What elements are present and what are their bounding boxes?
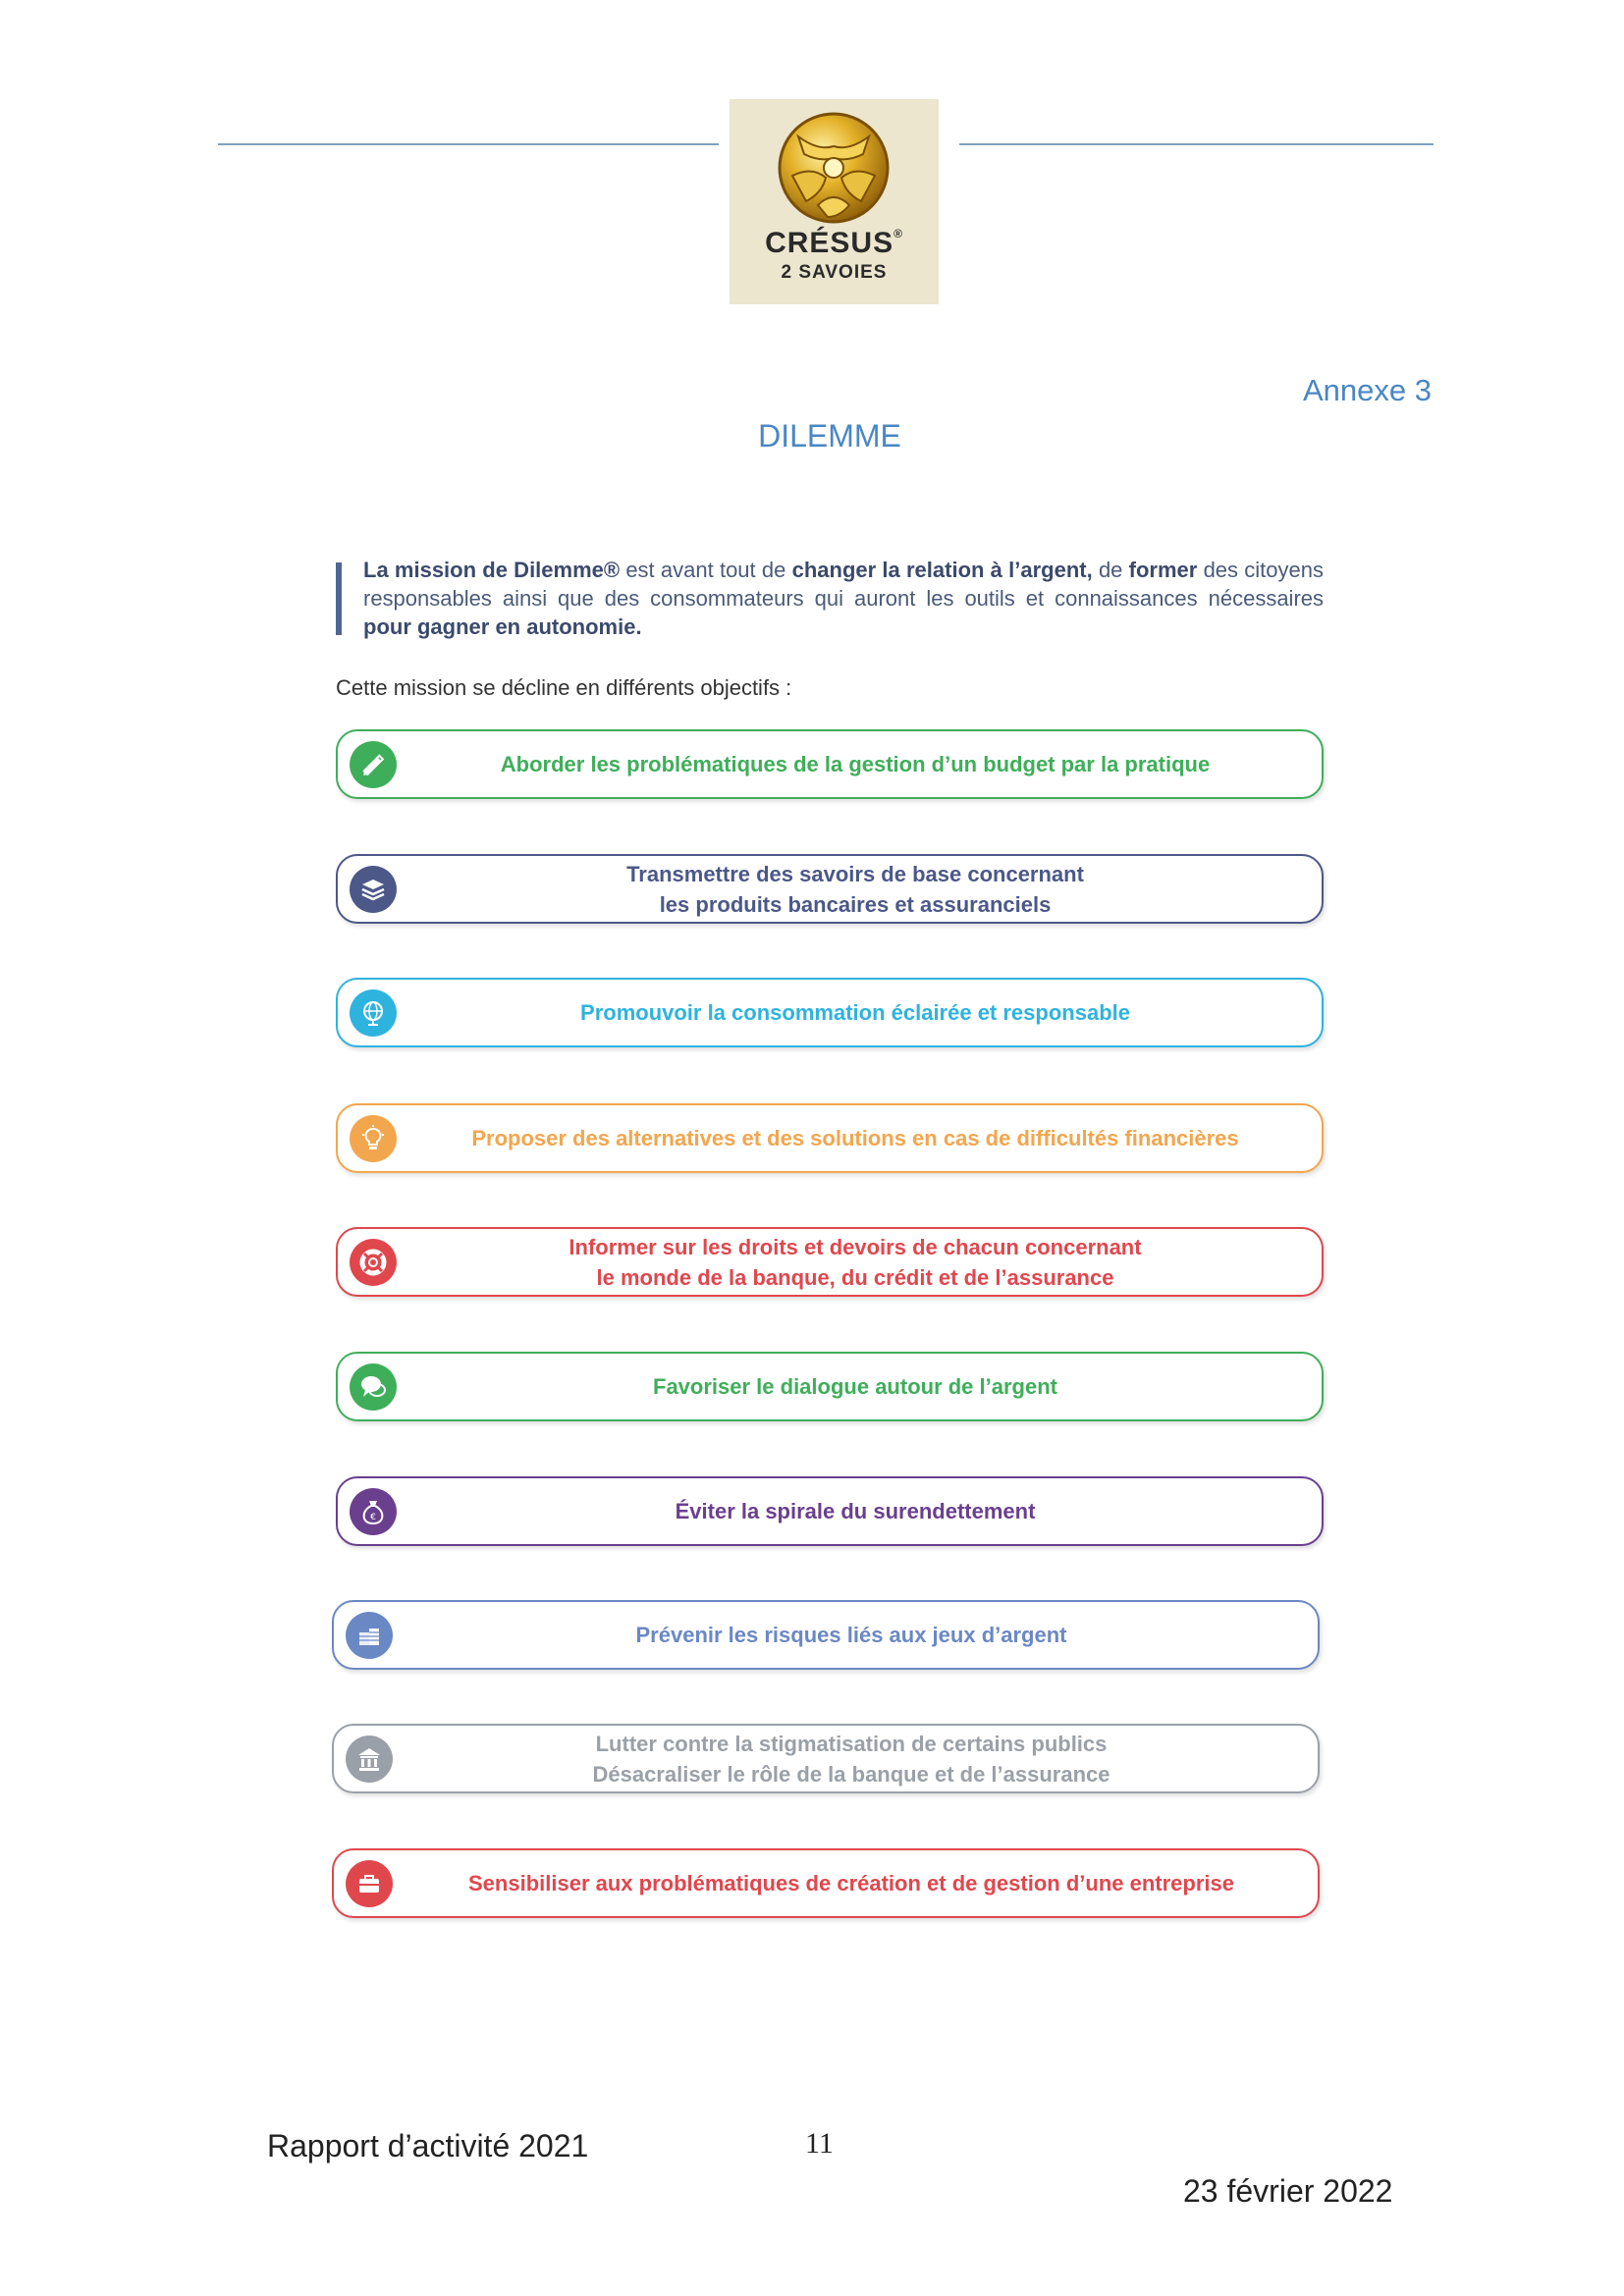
objective-item	[336, 1476, 1324, 1546]
objective-item	[336, 1352, 1324, 1421]
objective-line: Sensibiliser aux problématiques de création et de gestion d’une entreprise	[468, 1871, 1234, 1896]
objective-line: Promouvoir la consommation éclairée et responsable	[580, 1000, 1130, 1025]
lightbulb-icon	[350, 1115, 397, 1162]
money-bag-icon	[350, 1488, 397, 1535]
objective-line: Transmettre des savoirs de base concernant	[626, 861, 1084, 886]
objective-line: Lutter contre la stigmatisation de certains publics	[595, 1731, 1108, 1756]
objective-item	[336, 1103, 1324, 1173]
intro-paragraph: La mission de Dilemme® est avant tout de changer la relation à l’argent, de former des citoyens responsables ainsi que des consommateurs qui auront les outils et connaissances nécessaires pour gagner en autonomie.	[363, 558, 1324, 639]
objective-text	[399, 980, 1312, 1045]
objective-item	[332, 1848, 1320, 1918]
objective-line: Proposer des alternatives et des solutions en cas de difficultés financières	[471, 1126, 1239, 1150]
objective-text	[395, 1726, 1308, 1791]
briefcase-icon	[346, 1860, 393, 1907]
hands-circle-icon	[769, 107, 899, 225]
logo-name: CRÉSUS®	[765, 227, 903, 259]
bank-icon	[346, 1735, 393, 1783]
objective-item	[336, 854, 1324, 924]
quote-bar	[336, 562, 342, 635]
objectives-lead: Cette mission se décline en différents objectifs :	[336, 675, 792, 700]
page-number: 11	[805, 2127, 834, 2160]
lifebuoy-icon	[350, 1239, 397, 1286]
objective-item	[336, 1227, 1324, 1297]
header-rule-left	[218, 143, 719, 145]
objective-line: les produits bancaires et assuranciels	[659, 891, 1052, 917]
objective-item	[336, 729, 1324, 799]
pencil-ruler-icon	[350, 741, 397, 788]
objective-item	[336, 978, 1324, 1047]
objective-text	[399, 1354, 1312, 1419]
objective-text	[399, 856, 1312, 922]
globe-icon	[350, 989, 397, 1037]
page-title: DILEMME	[758, 418, 901, 454]
objective-line: Favoriser le dialogue autour de l’argent	[653, 1374, 1057, 1399]
logo-subtitle: 2 SAVOIES	[781, 262, 888, 283]
objective-text	[399, 1478, 1312, 1544]
objective-item	[332, 1724, 1320, 1793]
objective-text	[395, 1850, 1308, 1916]
objective-line: Désacraliser le rôle de la banque et de l’assurance	[592, 1761, 1110, 1787]
objective-text	[399, 1229, 1312, 1295]
objective-line: Éviter la spirale du surendettement	[675, 1499, 1036, 1523]
objective-line: Prévenir les risques liés aux jeux d’argent	[635, 1623, 1067, 1647]
objective-line: Informer sur les droits et devoirs de chacun concernant	[568, 1234, 1142, 1259]
coins-icon	[346, 1612, 393, 1659]
cresus-logo	[730, 99, 939, 304]
footer-date: 23 février 2022	[1183, 2173, 1393, 2209]
objective-line: Aborder les problématiques de la gestion d’un budget par la pratique	[500, 752, 1211, 776]
annex-label: Annexe 3	[1303, 373, 1432, 407]
speech-bubbles-icon	[350, 1363, 397, 1411]
books-icon	[350, 866, 397, 913]
objective-item	[332, 1600, 1320, 1670]
objective-text	[395, 1602, 1308, 1668]
objective-text	[399, 1105, 1312, 1171]
footer-report: Rapport d’activité 2021	[267, 2128, 589, 2163]
objective-text	[399, 731, 1312, 797]
svg-text:€: €	[370, 1513, 376, 1522]
objective-line: le monde de la banque, du crédit et de l’assurance	[596, 1264, 1114, 1290]
header-rule-right	[959, 143, 1434, 145]
